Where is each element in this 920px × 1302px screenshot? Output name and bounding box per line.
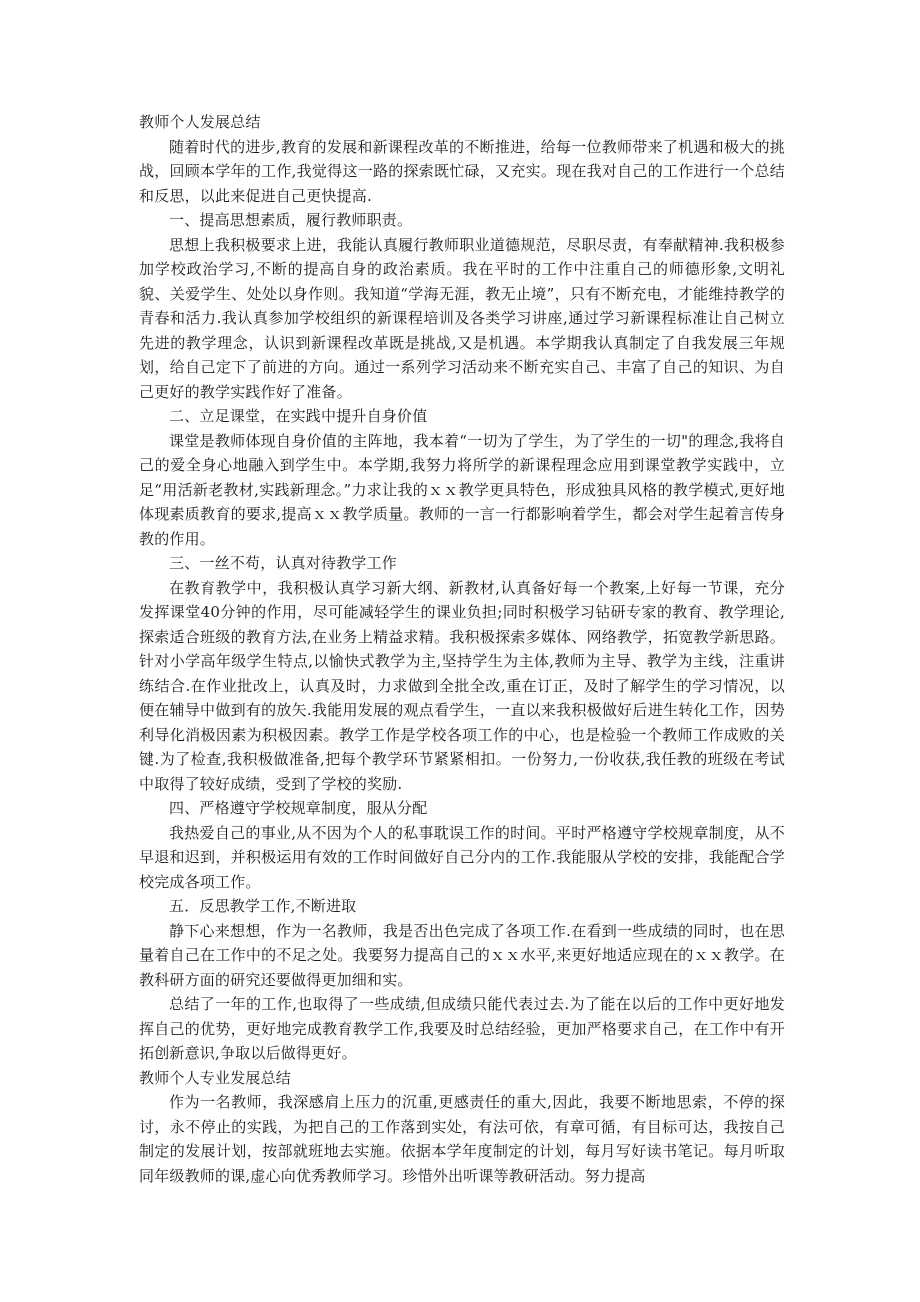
section-heading: 一、提高思想素质，履行教师职责。 — [169, 211, 413, 229]
section-heading: 五．反思教学工作,不断进取 — [169, 897, 357, 915]
paragraph: 在教育教学中，我积极认真学习新大纲、新教材,认真备好每一个教案,上好每一节课，充分发挥课堂40分钟的作用，尽可能减轻学生的课业负担;同时积极学习钻研专家的教育、教学理论,探索适合班级的教育方法,在业务上精益求精。我积极探索多媒体、网络教学，拓宽教学新思路。针对小学高年级学生特点,以愉快式教学为主,坚持学生为主体,教师为主导、教学为主线，注重讲练结合.在作业批改上，认真及时，力求做到全批全改,重在订正，及时了解学生的学习情况，以便在辅导中做到有的放矢.我能用发展的观点看学生，一直以来我积极做好后进生转化工作，因势利导化消极因素为积极因素。教学工作是学校各项工作的中心，也是检验一个教师工作成败的关键.为了检查,我积极做准备,把每个教学环节紧紧相扣。一份努力,一份收获,我任教的班级在考试中取得了较好成绩，受到了学校的奖励. — [139, 578, 785, 793]
section-title: 教师个人发展总结 — [139, 113, 261, 131]
paragraph: 静下心来想想，作为一名教师，我是否出色完成了各项工作.在看到一些成绩的同时，也在思量着自己在工作中的不足之处。我要努力提高自己的ｘｘ水平,来更好地适应现在的ｘｘ教学。在教科研方面的研究还要做得更加细和实。 — [139, 921, 785, 989]
paragraph: 课堂是教师体现自身价值的主阵地，我本着“一切为了学生，为了学生的一切"的理念,我将自己的爱全身心地融入到学生中。本学期,我努力将所学的新课程理念应用到课堂教学实践中，立足“用活新老教材,实践新理念。”力求让我的ｘｘ教学更具特色，形成独具风格的教学模式,更好地体现素质教育的要求,提高ｘｘ教学质量。教师的一言一行都影响着学生，都会对学生起着言传身教的作用。 — [139, 431, 785, 548]
section-heading: 三、一丝不苟，认真对待教学工作 — [169, 554, 398, 572]
paragraph: 总结了一年的工作,也取得了一些成绩,但成绩只能代表过去.为了能在以后的工作中更好地发挥自己的优势，更好地完成教育教学工作,我要及时总结经验，更加严格要求自己，在工作中有开拓创新意识,争取以后做得更好。 — [139, 995, 785, 1062]
section-heading: 四、严格遵守学校规章制度，服从分配 — [169, 799, 428, 817]
paragraph: 作为一名教师，我深感肩上压力的沉重,更感责任的重大,因此，我要不断地思索，不停的探讨，永不停止的实践，为把自己的工作落到实处，有法可依，有章可循，有目标可达，我按自己制定的发展计划，按部就班地去实施。依据本学年度制定的计划，每月写好读书笔记。每月听取同年级教师的课,虚心向优秀教师学习。珍惜外出听课等教研活动。努力提高 — [139, 1093, 785, 1185]
section-title: 教师个人专业发展总结 — [139, 1068, 292, 1087]
document-body — [139, 110, 785, 1188]
paragraph: 我热爱自己的事业,从不因为个人的私事耽误工作的时间。平时严格遵守学校规章制度，从不早退和迟到，并积极运用有效的工作时间做好自己分内的工作.我能服从学校的安排，我能配合学校完成各项工作。 — [139, 823, 785, 891]
section-heading: 二、立足课堂，在实践中提升自身价值 — [169, 407, 428, 425]
paragraph: 思想上我积极要求上进，我能认真履行教师职业道德规范，尽职尽责，有奉献精神.我积极参加学校政治学习,不断的提高自身的政治素质。我在平时的工作中注重自己的师德形象,文明礼貌、关爱学生、处处以身作则。我知道“学海无涯，教无止境”，只有不断充电，才能维持教学的青春和活力.我认真参加学校组织的新课程培训及各类学习讲座,通过学习新课程标准让自己树立先进的教学理念，认识到新课程改革既是挑战,又是机遇。本学期我认真制定了自我发展三年规划，给自己定下了前进的方向。通过一系列学习活动来不断充实自己、丰富了自己的知识、为自己更好的教学实践作好了准备。 — [139, 235, 785, 401]
paragraph: 随着时代的进步,教育的发展和新课程改革的不断推进，给每一位教师带来了机遇和极大的挑战，回顾本学年的工作,我觉得这一路的探索既忙碌，又充实。现在我对自己的工作进行一个总结和反思，以此来促进自己更快提高. — [139, 137, 785, 205]
